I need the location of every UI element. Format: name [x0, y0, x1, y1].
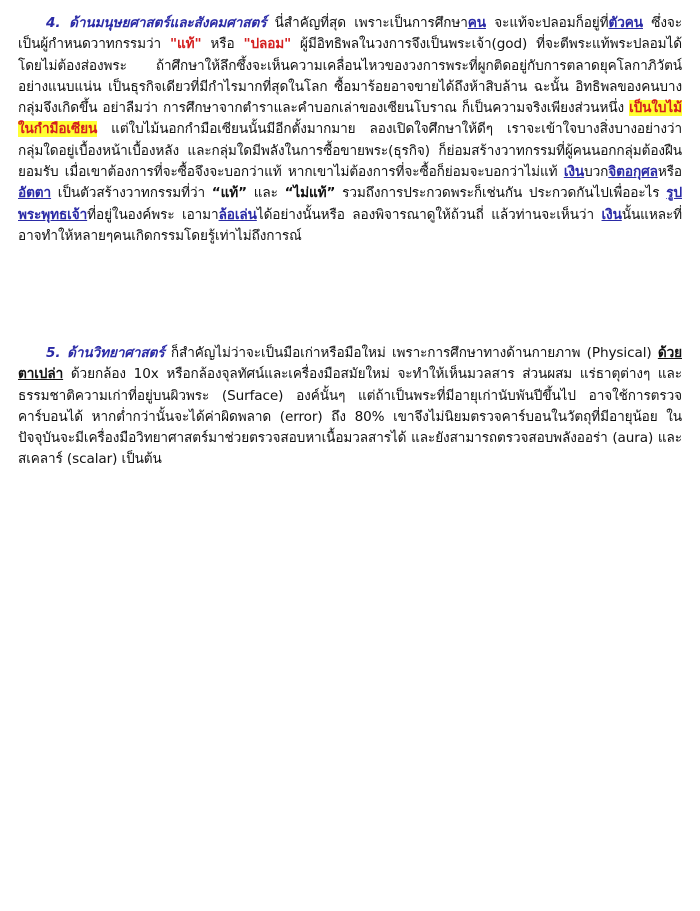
body-text: ก็สำคัญไม่ว่าจะเป็นมือเก่าหรือมือใหม่ เพราะการศึกษาทางด้านกายภาพ (Physical): [164, 345, 658, 361]
section-science: [18, 343, 682, 471]
body-text: ด้วยกล้อง 10x หรือกล้องจุลทัศน์และเครื่องมือสมัยใหม่ จะทำให้เห็นมวลสาร ส่วนผสม แร่ธาตุต่างๆ และธรรมชาติความเก่าที่อยู่บนผิวพระ (Surface) องค์นั้นๆ แต่ถ้าเป็นพระที่มีอายุเก่านับพันปีขึ้นไป อาจใช้การตรวจคาร์บอนได้ หากต่ำกว่านั้นจะได้ค่าผิดพลาด (error) ถึง 80% เขาจึงไม่นิยมตรวจคาร์บอนในวัตถุที่มีอายุน้อย ในปัจจุบันจะมีเครื่องมือวิทยาศาสตร์มาช่วยตรวจสอบหาเนื้อมวลสารได้ และยังสามารถตรวจสอบพลังออร่า (aura) และสเคลาร์ (scalar) เป็นต้น: [18, 366, 682, 468]
body-text: ซึ่งจะเป็นผู้กำหนดวาทกรรมว่า: [18, 15, 682, 53]
emphasis-text: รูปพระพุทธเจ้า: [18, 185, 682, 223]
section-heading: 5. ด้านวิทยาศาสตร์: [46, 345, 165, 361]
emphasis-text: เงิน: [601, 206, 622, 223]
body-text: หรือ: [657, 164, 682, 181]
section-humanities: [18, 13, 682, 247]
body-text: ที่อยู่ในองค์พระ เอามา: [87, 206, 219, 223]
quoted-term: “ไม่แท้”: [284, 185, 336, 202]
emphasis-text: ล้อเล่น: [218, 206, 257, 223]
quoted-term: "ปลอม": [243, 36, 292, 53]
emphasis-text: คน: [467, 15, 486, 31]
body-text: เป็นตัวสร้างวาทกรรมที่ว่า: [51, 185, 212, 202]
quoted-term: "แท้": [170, 36, 202, 53]
body-text: บวก: [584, 164, 609, 181]
body-text: ได้อย่างนั้นหรือ ลองพิจารณาดูให้ถ้วนถี่ แล้วท่านจะเห็นว่า: [256, 206, 602, 223]
emphasis-text: ตัวคน: [608, 15, 643, 31]
body-text: และ: [247, 185, 285, 202]
section-heading: 4. ด้านมนุษยศาสตร์และสังคมศาสตร์: [46, 15, 267, 31]
highlighted-text: เป็นใบไม้ในกำมือเซียน: [18, 100, 682, 138]
body-text: จะแท้จะปลอมก็อยู่ที่: [485, 15, 609, 31]
emphasis-text: ด้วยตาเปล่า: [18, 345, 682, 383]
body-text: หรือ: [201, 36, 244, 53]
emphasis-text: จิตอกุศล: [608, 164, 658, 181]
body-text: นั้นแหละที่อาจทำให้หลายๆคนเกิดกรรมโดยรู้เท่าไม่ถึงการณ์: [18, 206, 682, 244]
emphasis-text: อัตตา: [18, 185, 52, 202]
body-text: แต่ใบไม้นอกกำมือเซียนนั้นมีอีกตั้งมากมาย ลองเปิดใจศึกษาให้ดีๆ เราจะเข้าใจบางสิ่งบางอย่างว่า กลุ่มใดอยู่เบื้องหน้าเบื้องหลัง และกลุ่มใดมีพลังในการซื้อขายพระ(ธุรกิจ) ก็ย่อมสร้างวาทกรรมที่ผู้คนนอกกลุ่มต้องฝืนยอมรับ เมื่อเขาต้องการที่จะซื้อจึงจะบอกว่าแท้ หากเขาไม่ต้องการที่จะซื้อก็ย่อมจะบอกว่าไม่แท้: [18, 121, 682, 181]
body-text: ผู้มีอิทธิพลในวงการจึงเป็นพระเจ้า(god) ที่จะตีพระแท้พระปลอมได้โดยไม่ต้องส่องพระ ถ้าศึกษาให้ลึกซึ้งจะเห็นความเคลื่อนไหวของวงการพระที่ผูกติดอยู่กับการตลาดยุคโลกาภิวัตน์อย่างแนบแน่น เป็นธุรกิจเดียวที่มีกำไรมากที่สุดในโลก ซื้อมาร้อยอาจขายได้ถึงห้าสิบล้าน ฉะนั้น อิทธิพลของคนบางกลุ่มจึงเกิดขึ้น อย่าลืมว่า การศึกษาจากตำราและคำบอกเล่าของเซียนโบราณ ก็เป็นความจริงเพียงส่วนหนึ่ง: [18, 36, 682, 117]
emphasis-text: เงิน: [563, 164, 585, 181]
body-text: นี่สำคัญที่สุด เพราะเป็นการศึกษา: [266, 15, 468, 31]
body-text: รวมถึงการประกวดพระก็เช่นกัน ประกวดกันไปเพื่ออะไร: [335, 185, 667, 202]
quoted-term: “แท้”: [211, 185, 247, 202]
